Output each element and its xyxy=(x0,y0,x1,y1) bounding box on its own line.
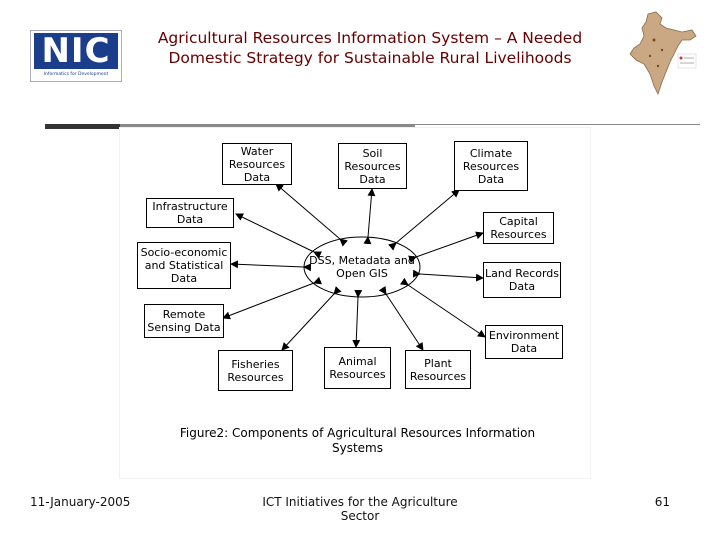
node-capital-resources: Capital Resources xyxy=(483,212,554,244)
hub-label: DSS, Metadata and Open GIS xyxy=(309,254,415,280)
link-remote xyxy=(223,283,314,318)
link-socio xyxy=(231,264,304,267)
link-land xyxy=(420,274,483,278)
node-climate-resources: Climate Resources Data xyxy=(454,141,528,191)
node-socio-economic: Socio-economic and Statistical Data xyxy=(137,242,231,289)
figure-caption: Figure2: Components of Agricultural Resources Information Systems xyxy=(179,426,536,455)
link-climate xyxy=(396,190,459,243)
link-water xyxy=(276,184,340,239)
node-soil-resources: Soil Resources Data xyxy=(338,143,407,189)
footer-center-text: ICT Initiatives for the Agriculture Sector xyxy=(262,495,458,523)
page-number: 61 xyxy=(654,495,670,509)
node-plant-resources: Plant Resources xyxy=(405,350,471,389)
link-soil xyxy=(368,189,372,237)
link-environment xyxy=(408,285,485,337)
node-remote-sensing: Remote Sensing Data xyxy=(144,304,224,338)
link-infrastructure xyxy=(236,214,314,252)
node-water-resources: Water Resources Data xyxy=(222,143,292,185)
node-infrastructure: Infrastructure Data xyxy=(146,198,234,228)
node-land-records: Land Records Data xyxy=(483,262,561,298)
logo-tagline: Informatics for Development xyxy=(43,72,109,77)
link-capital xyxy=(416,233,483,257)
logo-text: NIC xyxy=(34,33,118,69)
link-plant xyxy=(386,294,423,350)
link-fisheries xyxy=(282,294,334,350)
slide-title: Agricultural Resources Information System – A Needed Domestic Strategy for Sustainable Rural Livelihoods xyxy=(157,29,583,67)
node-environment: Environment Data xyxy=(485,325,563,359)
node-fisheries-resources: Fisheries Resources xyxy=(218,350,293,391)
link-animal xyxy=(356,297,358,347)
footer-date: 11-January-2005 xyxy=(30,495,131,509)
node-animal-resources: Animal Resources xyxy=(324,347,391,389)
